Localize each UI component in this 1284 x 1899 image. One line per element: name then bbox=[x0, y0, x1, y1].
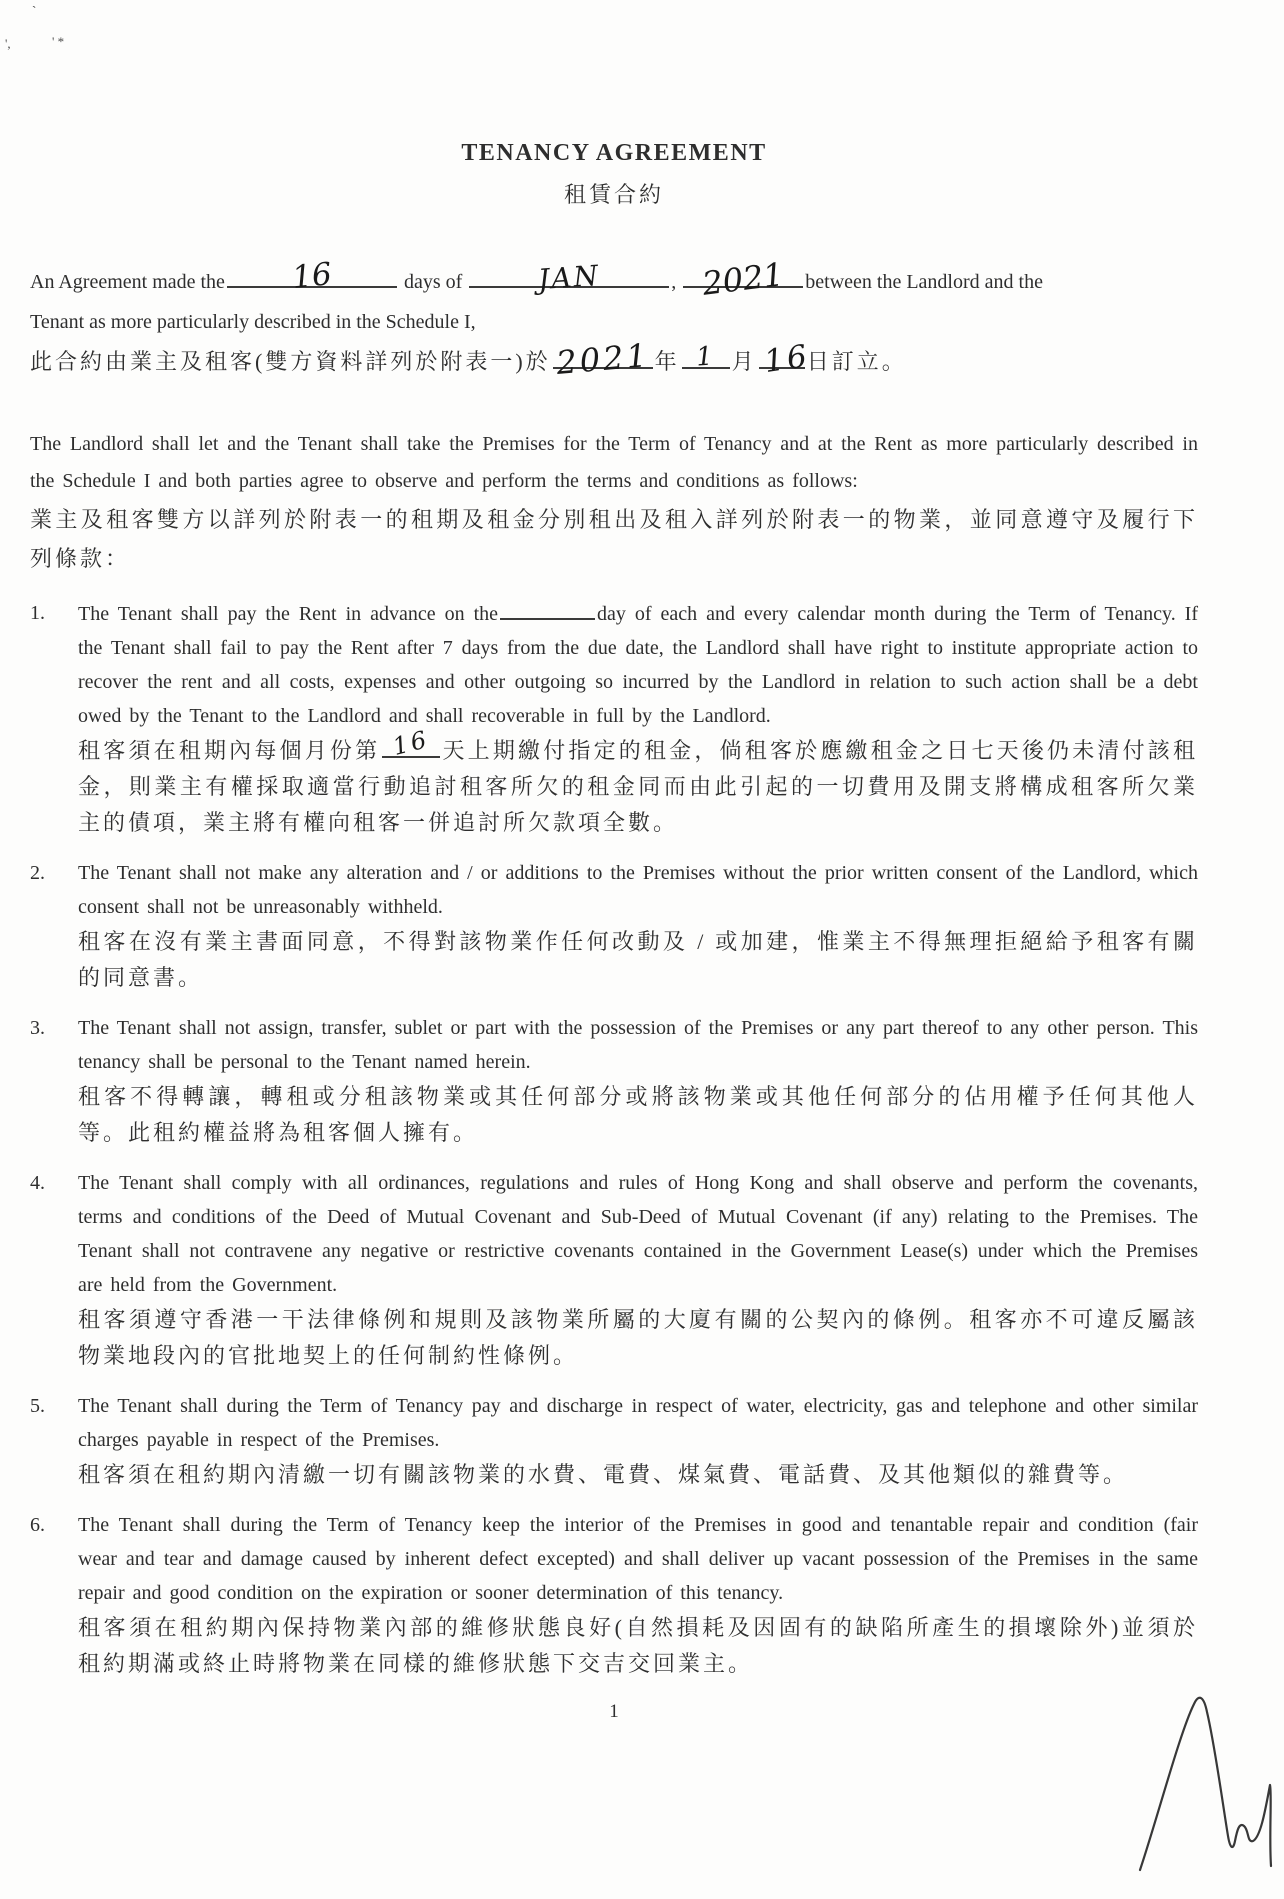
intro-text: , bbox=[671, 271, 677, 293]
agreement-date-paragraph bbox=[30, 255, 1198, 382]
clause-list bbox=[30, 596, 1198, 1682]
clause-1-en-text: The Tenant shall pay the Rent in advance on the bbox=[78, 603, 499, 625]
preamble-paragraph bbox=[30, 426, 1198, 578]
rent-day-blank-english bbox=[500, 596, 595, 620]
handwritten-day-zh: 16 bbox=[762, 338, 813, 380]
document-title-english: TENANCY AGREEMENT bbox=[461, 140, 767, 166]
agreement-date-line-chinese bbox=[30, 336, 1198, 382]
scan-artifact: ' * bbox=[52, 34, 65, 49]
page-number: 1 bbox=[609, 1701, 619, 1722]
clause-1 bbox=[30, 596, 1198, 841]
document-title-chinese: 租賃合約 bbox=[563, 182, 664, 207]
handwritten-year: 2021 bbox=[700, 255, 786, 303]
clause-6-chinese: 租客須在租約期內保持物業內部的維修狀態良好(自然損耗及因固有的缺陷所產生的損壞除外)並須於租約期滿或終止時將物業在同樣的維修狀態下交吉交回業主。 bbox=[78, 1615, 1198, 1676]
clause-6-body bbox=[78, 1508, 1198, 1682]
clause-5-chinese: 租客須在租約期內清繳一切有關該物業的水費、電費、煤氣費、電話費、及其他類似的雜費等。 bbox=[78, 1462, 1129, 1487]
handwritten-month-zh: 1 bbox=[694, 341, 717, 373]
handwritten-year-zh: 2021 bbox=[554, 336, 651, 382]
clause-5-body bbox=[78, 1389, 1198, 1493]
clause-2-number: 2. bbox=[30, 862, 45, 884]
handwritten-month: JAN bbox=[537, 258, 602, 297]
clause-5-number: 5. bbox=[30, 1395, 45, 1417]
agreement-date-line-english bbox=[30, 255, 1198, 303]
year-blank bbox=[683, 255, 803, 303]
clause-4 bbox=[30, 1166, 1198, 1374]
clause-2-body bbox=[78, 856, 1198, 996]
clause-1-chinese bbox=[78, 724, 1198, 841]
clause-1-number: 1. bbox=[30, 602, 45, 624]
clause-4-number: 4. bbox=[30, 1172, 45, 1194]
clause-4-body bbox=[78, 1166, 1198, 1374]
clause-3-chinese: 租客不得轉讓，轉租或分租該物業或其任何部分或將該物業或其他任何部分的佔用權予任何其他人等。此租約權益將為租客個人擁有。 bbox=[78, 1084, 1198, 1145]
day-blank-zh bbox=[759, 338, 813, 380]
handwritten-signature bbox=[1130, 1688, 1280, 1888]
agreement-date-line2-english: Tenant as more particularly described in the Schedule I, bbox=[30, 311, 476, 333]
clause-1-english bbox=[78, 596, 1198, 733]
clause-6-english: The Tenant shall during the Term of Tenancy keep the interior of the Premises in good and tenantable repair and condition (fair wear and tear and damage caused by inherent defect excepted) and shall deliver up vacant possession of the Premises in the same repair and good condition on the expiration or sooner determination of this tenancy. bbox=[78, 1514, 1198, 1604]
preamble-chinese: 業主及租客雙方以詳列於附表一的租期及租金分別租出及租入詳列於附表一的物業，並同意遵守及履行下列條款： bbox=[30, 507, 1198, 571]
clause-6 bbox=[30, 1508, 1198, 1682]
intro-zh-text: 此合約由業主及租客(雙方資料詳列於附表一)於 bbox=[30, 349, 551, 374]
clause-5-english: The Tenant shall during the Term of Tenancy pay and discharge in respect of water, electricity, gas and telephone and other similar charges payable in respect of the Premises. bbox=[78, 1395, 1198, 1451]
year-blank-zh bbox=[553, 336, 653, 382]
scan-artifact: ', bbox=[5, 36, 11, 51]
clause-2-english: The Tenant shall not make any alteration and / or additions to the Premises without the prior written consent of the Landlord, which consent shall not be unreasonably withheld. bbox=[78, 862, 1198, 918]
clause-3-english: The Tenant shall not assign, transfer, sublet or part with the possession of the Premises or any part thereof to any other person. This tenancy shall be personal to the Tenant named herein. bbox=[78, 1017, 1198, 1073]
clause-1-zh-text: 天上期繳付指定的租金，倘租客於應繳租金之日七天後仍未清付該租金，則業主有權採取適當行動追討租客所欠的租金同而由此引起的一切費用及開支將構成租客所欠業主的債項，業主將有權向租客一併追討所欠款項全數。 bbox=[78, 738, 1198, 835]
rent-day-blank-chinese bbox=[382, 724, 440, 762]
month-blank bbox=[469, 258, 669, 297]
handwritten-rent-day: 16 bbox=[390, 724, 433, 762]
intro-text: between the Landlord and the bbox=[805, 271, 1043, 293]
handwritten-day: 16 bbox=[290, 256, 334, 296]
clause-1-zh-text: 租客須在租期內每個月份第 bbox=[78, 738, 381, 763]
clause-3 bbox=[30, 1011, 1198, 1151]
preamble-english: The Landlord shall let and the Tenant shall take the Premises for the Term of Tenancy and at the Rent as more particularly described in the Schedule I and both parties agree to observe and perform the terms and conditions as follows: bbox=[30, 433, 1198, 492]
intro-text: days of bbox=[403, 271, 463, 293]
clause-4-english: The Tenant shall comply with all ordinances, regulations and rules of Hong Kong and shall observe and perform the covenants, terms and conditions of the Deed of Mutual Covenant and Sub-Deed of Mutual Covenant (if any) relating to the Premises. The Tenant shall not contravene any negative or restrictive covenants contained in the Government Lease(s) under which the Premises are held from the Government. bbox=[78, 1172, 1198, 1296]
clause-1-en-text: day of each and every calendar month during the Term of Tenancy. If the Tenant shall fail to pay the Rent after 7 days from the due date, the Landlord shall have right to institute appropriate action to recover the rent and all costs, expenses and other outgoing so incurred by the Landlord in relation to such action shall be a debt owed by the Tenant to the Landlord and shall recoverable in full by the Landlord. bbox=[78, 603, 1199, 727]
intro-zh-text: 日訂立。 bbox=[806, 349, 907, 374]
clause-5 bbox=[30, 1389, 1198, 1493]
clause-2 bbox=[30, 856, 1198, 996]
clause-6-number: 6. bbox=[30, 1514, 45, 1536]
clause-3-number: 3. bbox=[30, 1017, 45, 1039]
intro-text: An Agreement made the bbox=[30, 271, 225, 293]
clause-1-body bbox=[78, 596, 1198, 841]
month-blank-zh bbox=[682, 341, 730, 373]
clause-4-chinese: 租客須遵守香港一干法律條例和規則及該物業所屬的大廈有關的公契內的條例。租客亦不可違反屬該物業地段內的官批地契上的任何制約性條例。 bbox=[78, 1307, 1198, 1368]
clause-2-chinese: 租客在沒有業主書面同意，不得對該物業作任何改動及 / 或加建，惟業主不得無理拒絕給予租客有關的同意書。 bbox=[78, 929, 1198, 990]
intro-zh-text: 月 bbox=[731, 349, 757, 374]
intro-zh-text: 年 bbox=[654, 349, 680, 374]
clause-3-body bbox=[78, 1011, 1198, 1151]
day-blank bbox=[227, 256, 397, 296]
scan-artifact: ` bbox=[32, 3, 37, 18]
